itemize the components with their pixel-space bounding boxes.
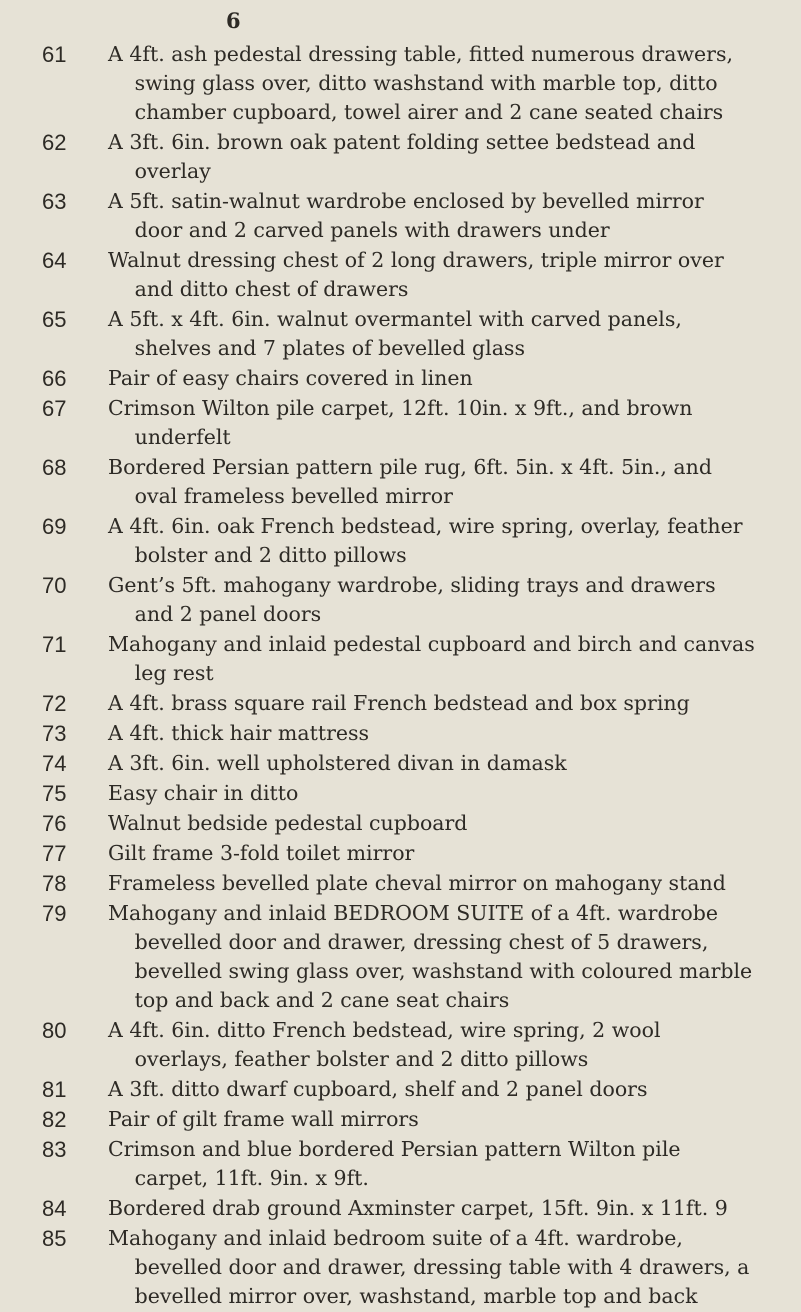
lot-description: Pair of gilt frame wall mirrors xyxy=(108,1107,419,1131)
lot-number: 76 xyxy=(42,811,67,836)
lot-description: Crimson Wilton pile carpet, 12ft. 10in. x 9ft., and brown underfelt xyxy=(108,396,693,449)
lot-entry xyxy=(0,128,801,186)
lot-number: 69 xyxy=(42,514,67,539)
lot-entry xyxy=(0,1016,801,1074)
lot-description: Mahogany and inlaid bedroom suite of a 4ft. wardrobe, bevelled door and drawer, dressing table with 4 drawers, a bevelled mirror over, washstand, marble top and back xyxy=(108,1226,750,1308)
lot-description: Crimson and blue bordered Persian pattern Wilton pile carpet, 11ft. 9in. x 9ft. xyxy=(108,1137,681,1190)
lot-description: Easy chair in ditto xyxy=(108,781,299,805)
lot-number: 80 xyxy=(42,1018,67,1043)
lot-entry xyxy=(0,187,801,245)
lot-entry xyxy=(0,394,801,452)
lot-number: 84 xyxy=(42,1196,67,1221)
lot-number: 78 xyxy=(42,871,67,896)
lot-number: 72 xyxy=(42,691,67,716)
lot-description: A 5ft. satin-walnut wardrobe enclosed by bevelled mirror door and 2 carved panels with drawers under xyxy=(108,189,704,242)
lot-number: 62 xyxy=(42,130,67,155)
lot-description: A 3ft. 6in. well upholstered divan in damask xyxy=(108,751,567,775)
lot-number: 79 xyxy=(42,901,67,926)
lot-number: 67 xyxy=(42,396,67,421)
lot-entry xyxy=(0,779,801,808)
lot-entry xyxy=(0,689,801,718)
lot-description: Frameless bevelled plate cheval mirror on mahogany stand xyxy=(108,871,726,895)
lot-number: 70 xyxy=(42,573,67,598)
lot-description: A 4ft. thick hair mattress xyxy=(108,721,370,745)
lot-entry xyxy=(0,246,801,304)
lot-entry xyxy=(0,719,801,748)
lot-number: 81 xyxy=(42,1077,67,1102)
lot-entry xyxy=(0,40,801,127)
lot-description: Mahogany and inlaid pedestal cupboard and birch and canvas leg rest xyxy=(108,632,755,685)
lot-list xyxy=(0,40,801,1312)
lot-description: A 3ft. ditto dwarf cupboard, shelf and 2 panel doors xyxy=(108,1077,648,1101)
lot-entry xyxy=(0,839,801,868)
lot-entry xyxy=(0,453,801,511)
lot-description: Gent’s 5ft. mahogany wardrobe, sliding trays and drawers and 2 panel doors xyxy=(108,573,716,626)
lot-entry xyxy=(0,899,801,1015)
lot-entry xyxy=(0,305,801,363)
lot-description: Bordered drab ground Axminster carpet, 15ft. 9in. x 11ft. 9 xyxy=(108,1196,728,1220)
lot-number: 75 xyxy=(42,781,67,806)
lot-description: Walnut bedside pedestal cupboard xyxy=(108,811,468,835)
lot-entry xyxy=(0,749,801,778)
lot-number: 66 xyxy=(42,366,67,391)
lot-description: A 5ft. x 4ft. 6in. walnut overmantel with carved panels, shelves and 7 plates of bevelled glass xyxy=(108,307,682,360)
lot-number: 73 xyxy=(42,721,67,746)
lot-description: A 4ft. brass square rail French bedstead and box spring xyxy=(108,691,690,715)
lot-number: 61 xyxy=(42,42,67,67)
lot-entry xyxy=(0,869,801,898)
lot-description: A 4ft. 6in. ditto French bedstead, wire spring, 2 wool overlays, feather bolster and 2 ditto pillows xyxy=(108,1018,661,1071)
lot-description: Gilt frame 3-fold toilet mirror xyxy=(108,841,415,865)
lot-number: 71 xyxy=(42,632,67,657)
lot-description: A 4ft. 6in. oak French bedstead, wire spring, overlay, feather bolster and 2 ditto pillows xyxy=(108,514,743,567)
lot-number: 64 xyxy=(42,248,67,273)
lot-number: 68 xyxy=(42,455,67,480)
lot-entry xyxy=(0,1105,801,1134)
lot-entry xyxy=(0,512,801,570)
lot-description: Walnut dressing chest of 2 long drawers, triple mirror over and ditto chest of drawers xyxy=(108,248,724,301)
lot-description: A 4ft. ash pedestal dressing table, fitted numerous drawers, swing glass over, ditto washstand with marble top, ditto chamber cupboard, towel airer and 2 cane seated chairs xyxy=(108,42,733,124)
lot-number: 77 xyxy=(42,841,67,866)
lot-entry xyxy=(0,1135,801,1193)
lot-description: A 3ft. 6in. brown oak patent folding settee bedstead and overlay xyxy=(108,130,696,183)
lot-description: Bordered Persian pattern pile rug, 6ft. 5in. x 4ft. 5in., and oval frameless bevelled mirror xyxy=(108,455,712,508)
lot-number: 83 xyxy=(42,1137,67,1162)
lot-description: Pair of easy chairs covered in linen xyxy=(108,366,473,390)
lot-number: 82 xyxy=(42,1107,67,1132)
lot-entry xyxy=(0,1224,801,1311)
lot-entry xyxy=(0,809,801,838)
lot-number: 63 xyxy=(42,189,67,214)
lot-entry xyxy=(0,571,801,629)
lot-entry xyxy=(0,1075,801,1104)
page-number: 6 xyxy=(226,8,241,33)
lot-description: Mahogany and inlaid BEDROOM SUITE of a 4ft. wardrobe bevelled door and drawer, dressing chest of 5 drawers, bevelled swing glass over, washstand with coloured marble top and back and 2 cane seat chairs xyxy=(108,901,753,1012)
lot-entry xyxy=(0,630,801,688)
lot-entry xyxy=(0,1194,801,1223)
lot-entry xyxy=(0,364,801,393)
lot-number: 65 xyxy=(42,307,67,332)
lot-number: 74 xyxy=(42,751,67,776)
lot-number: 85 xyxy=(42,1226,67,1251)
